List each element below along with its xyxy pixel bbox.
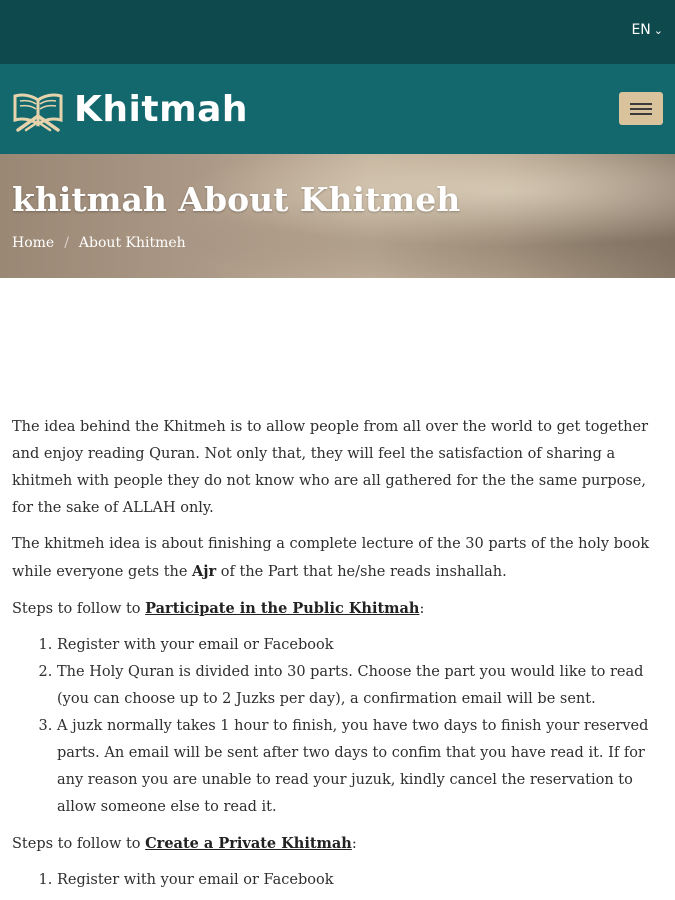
public-intro-text: Steps to follow to (12, 601, 146, 617)
breadcrumb-home-link[interactable]: Home (12, 235, 55, 251)
top-bar (0, 0, 675, 64)
menu-toggle-button[interactable] (619, 92, 663, 125)
idea-text-start: The khitmeh idea is about finishing a complete lecture of the 30 parts of the holy book while everyone gets the (12, 536, 650, 580)
brand-name: Khitmah (74, 88, 249, 130)
list-item: 3. A juzk normally takes 1 hour to finish, you have two days to finish your reserved parts. An email will be sent after two days to confim that you have read it. If for any reason you are unable to read your juzuk, kindly cancel the reservation to allow someone else to read it. (57, 713, 657, 821)
ajr-term: Ajr (192, 563, 217, 580)
private-steps-list (12, 867, 657, 894)
hamburger-icon (630, 103, 652, 105)
brand-logo-link[interactable] (12, 86, 248, 132)
breadcrumb-separator: / (64, 235, 69, 251)
idea-text-end: of the Part that he/she reads inshallah. (216, 564, 507, 580)
page-header-banner (0, 154, 675, 278)
language-selector[interactable] (631, 22, 663, 38)
hamburger-icon (630, 113, 652, 115)
idea-paragraph (12, 531, 657, 586)
about-content (12, 414, 657, 900)
breadcrumb-current: About Khitmeh (78, 235, 186, 251)
navbar (0, 64, 675, 154)
private-colon: : (351, 836, 357, 852)
list-item: 1. Register with your email or Facebook (57, 632, 657, 659)
page-title: khitmah About Khitmeh (12, 180, 461, 219)
hamburger-icon (630, 108, 652, 110)
public-colon: : (419, 601, 425, 617)
language-label: EN (631, 22, 651, 38)
intro-paragraph: The idea behind the Khitmeh is to allow people from all over the world to get together and enjoy reading Quran. Not only that, they will feel the satisfaction of sharing a khitmeh with people they do not know who are all gathered for the the same purpose, for the sake of ALLAH only. (12, 419, 648, 516)
list-item: 1. Register with your email or Facebook (57, 867, 657, 894)
public-steps-heading (12, 595, 657, 623)
breadcrumb (12, 235, 186, 251)
private-steps-heading (12, 830, 657, 858)
open-book-logo-icon (12, 86, 64, 132)
list-item: 2. The Holy Quran is divided into 30 parts. Choose the part you would like to read (you can choose up to 2 Juzks per day), a confirmation email will be sent. (57, 659, 657, 713)
chevron-down-icon: ⌄ (653, 24, 663, 37)
public-steps-list (12, 632, 657, 821)
private-intro-text: Steps to follow to (12, 836, 146, 852)
private-khitmah-link[interactable]: Create a Private Khitmah (145, 835, 352, 852)
public-khitmah-link[interactable]: Participate in the Public Khitmah (145, 600, 420, 617)
